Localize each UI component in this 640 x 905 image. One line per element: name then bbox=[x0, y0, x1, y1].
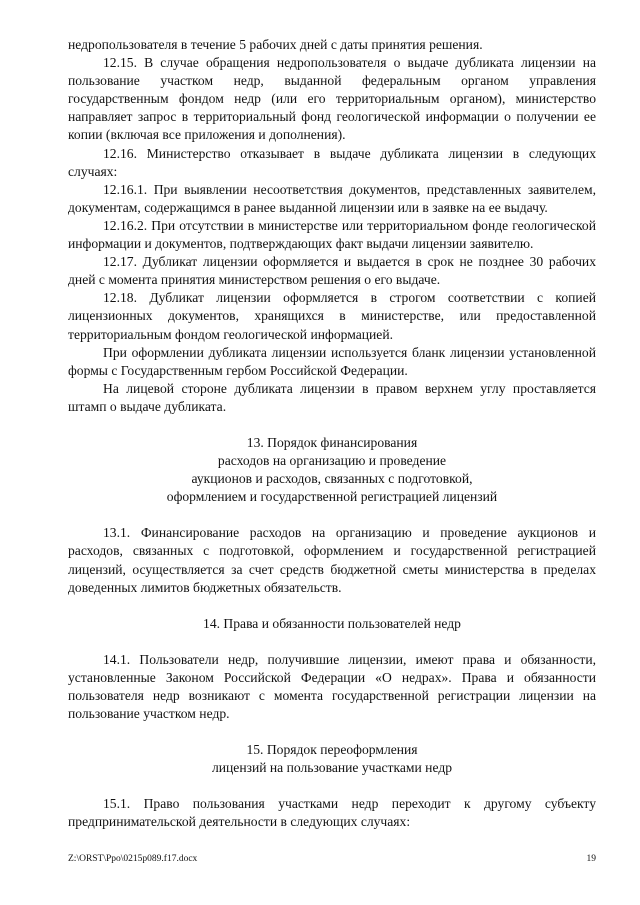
section-14-heading bbox=[68, 615, 596, 633]
heading-line: 15. Порядок переоформления bbox=[246, 742, 418, 758]
paragraph-12-15: 12.15. В случае обращения недропользователя о выдаче дубликата лицензии на пользование участком недр, выданной федеральным органом управления государственным фондом недр (или его территориальным органом), министерство направляет запрос в территориальный фонд геологической информации о получении ее копии (включая все приложения и дополнения). bbox=[68, 55, 596, 143]
heading-line: оформлением и государственной регистрацией лицензий bbox=[166, 489, 498, 505]
paragraph-13-1: 13.1. Финансирование расходов на организацию и проведение аукционов и расходов, связанных с подготовкой, оформлением и государственной регистрацией лицензий, осуществляется за счет средств бюджетной сметы министерства в пределах доведенных лимитов бюджетных обязательств. bbox=[68, 525, 596, 595]
footer-file-path: Z:\ORST\Ppo\0215p089.f17.docx bbox=[68, 854, 198, 864]
heading-line: аукционов и расходов, связанных с подготовкой, bbox=[191, 471, 473, 487]
paragraph-12-17: 12.17. Дубликат лицензии оформляется и выдается в срок не позднее 30 рабочих дней с момента принятия министерством решения о его выдаче. bbox=[68, 254, 596, 288]
paragraph-14-1: 14.1. Пользователи недр, получившие лицензии, имеют права и обязанности, установленные Законом Российской Федерации «О недрах». Права и обязанности пользователя недр возникают с момента государственной регистрации лицензии на пользование участком недр. bbox=[68, 651, 596, 722]
footer-page-number: 19 bbox=[586, 854, 596, 864]
paragraph-duplicate-form: При оформлении дубликата лицензии используется бланк лицензии установленной формы с Государственным гербом Российской Федерации. bbox=[68, 344, 596, 378]
paragraph-15-1: 15.1. Право пользования участками недр переходит к другому субъекту предпринимательской деятельности в следующих случаях: bbox=[68, 796, 596, 830]
heading-line: лицензий на пользование участками недр bbox=[211, 760, 453, 776]
paragraph-12-18: 12.18. Дубликат лицензии оформляется в строгом соответствии с копией лицензионных документов, хранящихся в министерстве, или предоставленной территориальным фондом геологической информацией. bbox=[68, 290, 596, 342]
section-13-heading bbox=[68, 434, 596, 506]
paragraph-12-16-1: 12.16.1. При выявлении несоответствия документов, представленных заявителем, документам, содержащимся в ранее выданной лицензии или в заявке на ее выдачу. bbox=[68, 181, 596, 215]
paragraph-duplicate-stamp: На лицевой стороне дубликата лицензии в правом верхнем углу проставляется штамп о выдаче дубликата. bbox=[68, 380, 596, 414]
paragraph-continuation: недропользователя в течение 5 рабочих дней с даты принятия решения. bbox=[68, 37, 483, 52]
section-15-heading bbox=[68, 741, 596, 777]
heading-line: расходов на организацию и проведение bbox=[217, 453, 447, 469]
heading-line: 13. Порядок финансирования bbox=[246, 434, 418, 450]
heading-line: 14. Права и обязанности пользователей недр bbox=[203, 615, 461, 631]
paragraph-12-16-2: 12.16.2. При отсутствии в министерстве или территориальном фонде геологической информации и документов, подтверждающих факт выдачи лицензии заявителю. bbox=[68, 217, 596, 252]
paragraph-12-16: 12.16. Министерство отказывает в выдаче дубликата лицензии в следующих случаях: bbox=[68, 145, 596, 179]
document-page bbox=[68, 36, 596, 832]
